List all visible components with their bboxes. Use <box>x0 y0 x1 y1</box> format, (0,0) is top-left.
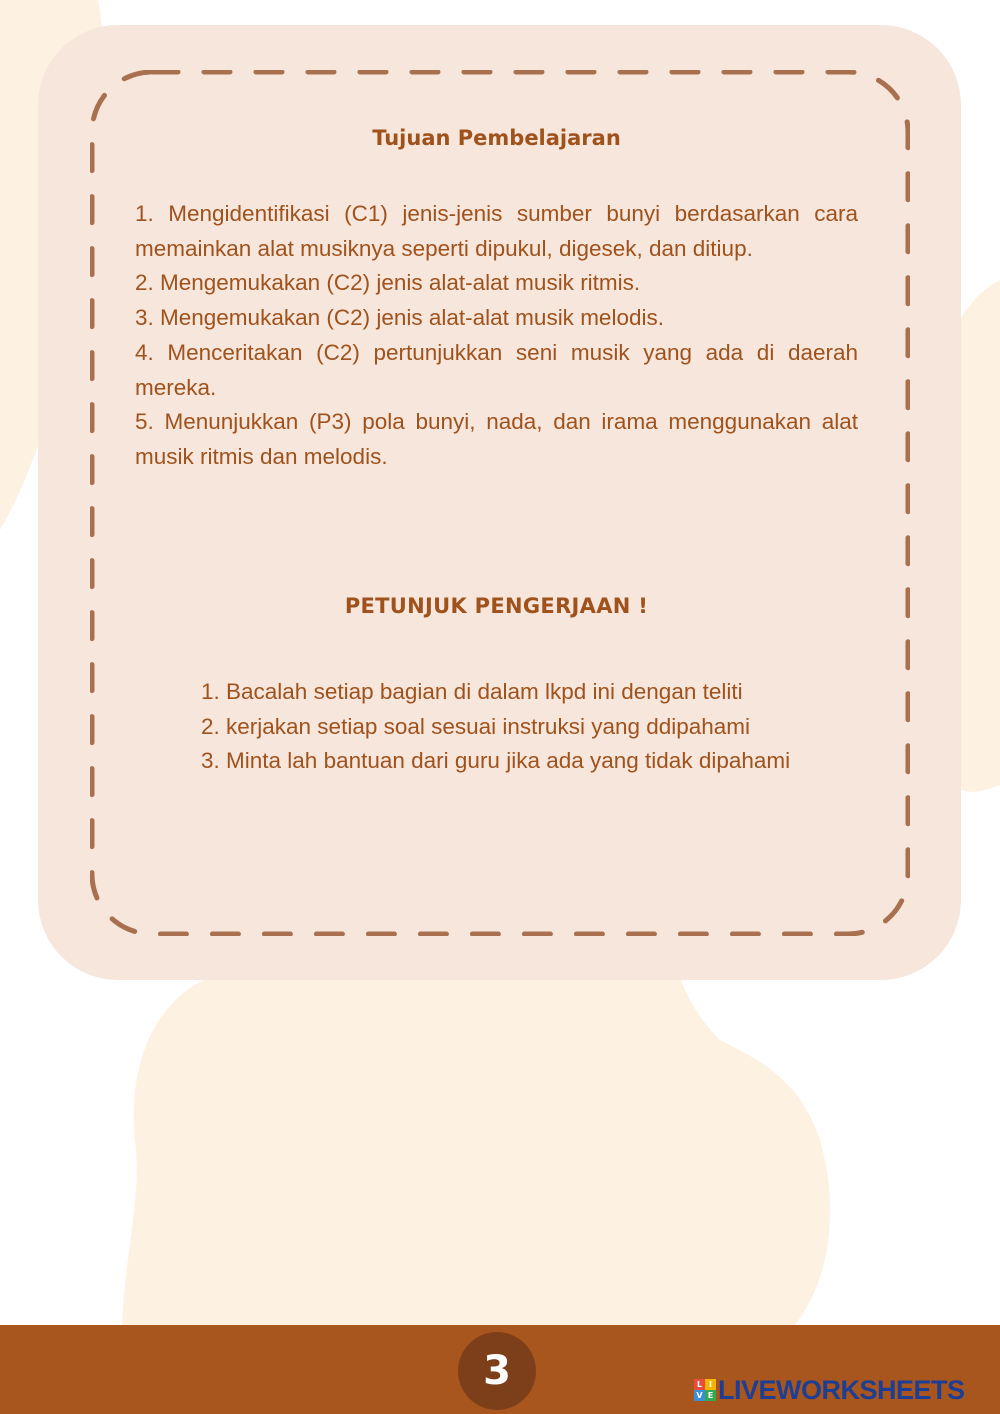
objective-item-4: 4. Menceritakan (C2) pertunjukkan seni musik yang ada di daerah mereka. <box>135 339 858 400</box>
objectives-title: Tujuan Pembelajaran <box>372 126 621 150</box>
instruction-item-3: 3. Minta lah bantuan dari guru jika ada yang tidak dipahami <box>201 748 791 774</box>
logo-letter-e: E <box>705 1390 716 1401</box>
liveworksheets-logo-icon <box>694 1379 716 1401</box>
objective-item-2: 2. Mengemukakan (C2) jenis alat-alat musik ritmis. <box>135 270 641 296</box>
instruction-item-2: 2. kerjakan setiap soal sesuai instruksi yang ddipahami <box>201 713 751 739</box>
objective-item-5: 5. Menunjukkan (P3) pola bunyi, nada, dan irama menggunakan alat musik ritmis dan melodis. <box>135 409 858 469</box>
logo-letter-i: I <box>705 1379 716 1390</box>
objectives-list <box>135 197 858 475</box>
bottom-blob <box>122 960 830 1325</box>
logo-letter-l: L <box>694 1379 705 1390</box>
logo-letter-v: V <box>694 1390 705 1401</box>
objective-item-1: 1. Mengidentifikasi (C1) jenis-jenis sumber bunyi berdasarkan cara memainkan alat musiknya seperti dipukul, digesek, dan ditiup. <box>135 201 858 261</box>
instructions-title: PETUNJUK PENGERJAAN ! <box>344 594 649 618</box>
instructions-list <box>201 675 849 779</box>
liveworksheets-brand[interactable] <box>694 1372 965 1408</box>
instruction-item-1: 1. Bacalah setiap bagian di dalam lkpd ini dengan teliti <box>201 679 743 704</box>
objective-item-3: 3. Mengemukakan (C2) jenis alat-alat musik melodis. <box>135 305 664 331</box>
page-number: 3 <box>458 1332 536 1410</box>
brand-name: LIVEWORKSHEETS <box>718 1374 965 1405</box>
